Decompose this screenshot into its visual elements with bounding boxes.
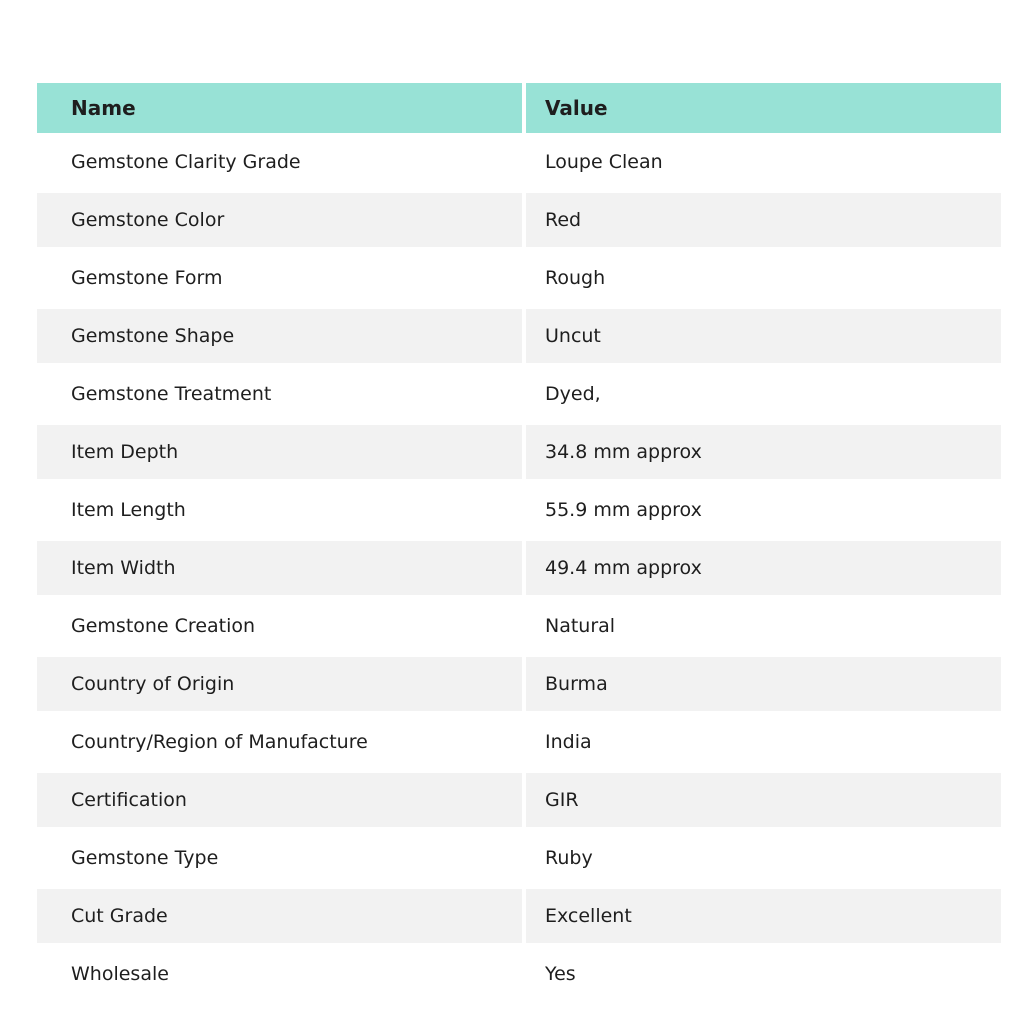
attribute-name-cell: Country/Region of Manufacture [37,713,526,771]
attribute-name-cell: Gemstone Clarity Grade [37,133,526,191]
attribute-name-cell: Item Length [37,481,526,539]
attribute-name-cell: Certification [37,771,526,829]
table-row [37,249,1001,307]
table-row [37,539,1001,597]
table-row [37,713,1001,771]
attribute-name-cell: Item Width [37,539,526,597]
attribute-value-cell: Yes [526,945,1001,1003]
table-row [37,771,1001,829]
attribute-name-cell: Gemstone Creation [37,597,526,655]
table-row [37,945,1001,1003]
column-header-name: Name [37,83,526,133]
attribute-value-cell: Red [526,191,1001,249]
attribute-name-cell: Cut Grade [37,887,526,945]
table-row [37,365,1001,423]
attribute-value-cell: 49.4 mm approx [526,539,1001,597]
attribute-name-cell: Item Depth [37,423,526,481]
table-row [37,307,1001,365]
attribute-value-cell: India [526,713,1001,771]
attribute-name-cell: Gemstone Treatment [37,365,526,423]
attribute-value-cell: 55.9 mm approx [526,481,1001,539]
attribute-name-cell: Wholesale [37,945,526,1003]
item-specifics-panel [37,83,1001,1003]
attribute-name-cell: Gemstone Color [37,191,526,249]
attribute-value-cell: Dyed, [526,365,1001,423]
attribute-value-cell: 34.8 mm approx [526,423,1001,481]
attribute-name-cell: Gemstone Form [37,249,526,307]
attribute-value-cell: Burma [526,655,1001,713]
table-body [37,133,1001,1003]
attribute-name-cell: Gemstone Type [37,829,526,887]
column-header-value: Value [526,83,1001,133]
table-row [37,133,1001,191]
attribute-value-cell: Loupe Clean [526,133,1001,191]
table-row [37,191,1001,249]
table-row [37,655,1001,713]
attribute-value-cell: Ruby [526,829,1001,887]
attribute-value-cell: Excellent [526,887,1001,945]
table-row [37,481,1001,539]
table-row [37,423,1001,481]
attribute-name-cell: Gemstone Shape [37,307,526,365]
attribute-value-cell: GIR [526,771,1001,829]
table-row [37,829,1001,887]
attribute-value-cell: Natural [526,597,1001,655]
table-row [37,887,1001,945]
attribute-value-cell: Rough [526,249,1001,307]
header-row [37,83,1001,133]
attributes-table [37,83,1001,1003]
table-row [37,597,1001,655]
attribute-name-cell: Country of Origin [37,655,526,713]
attribute-value-cell: Uncut [526,307,1001,365]
